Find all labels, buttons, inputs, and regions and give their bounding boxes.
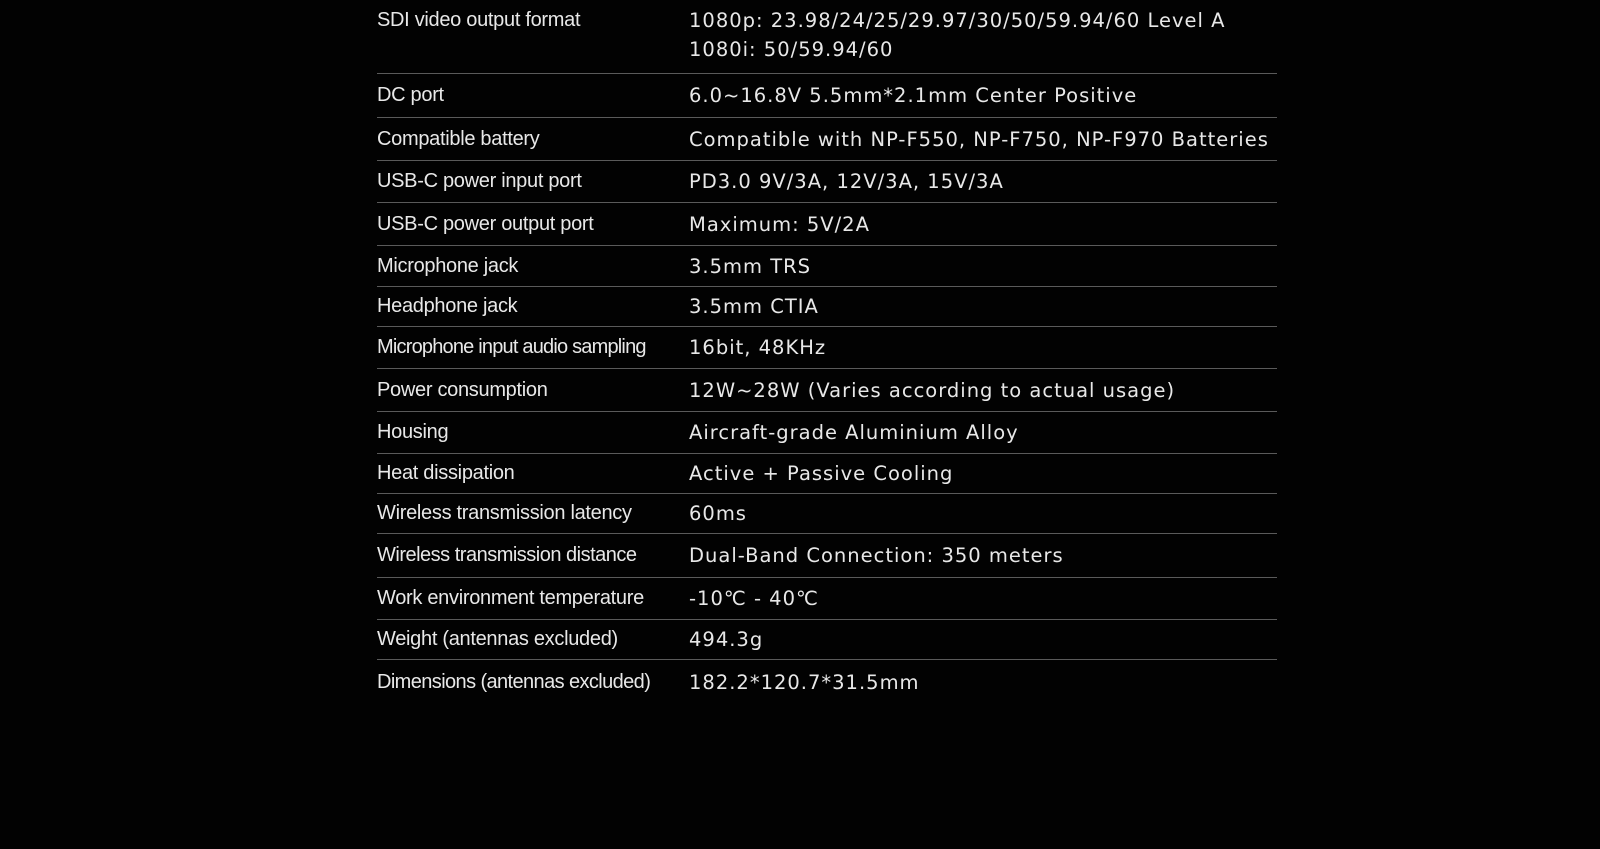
spec-row-mic-sampling xyxy=(377,327,1277,369)
spec-value: 12W~28W (Varies according to actual usage) xyxy=(689,378,1176,402)
spec-label: USB-C power input port xyxy=(377,170,582,192)
spec-label: USB-C power output port xyxy=(377,212,594,235)
spec-value xyxy=(689,6,1277,64)
spec-label: Heat dissipation xyxy=(377,462,515,484)
spec-value: 3.5mm CTIA xyxy=(689,295,819,318)
spec-label: Compatible battery xyxy=(377,127,540,150)
spec-label: Microphone jack xyxy=(377,254,519,277)
spec-value: 16bit, 48KHz xyxy=(689,336,827,359)
spec-value: 182.2*120.7*31.5mm xyxy=(689,670,920,694)
spec-label: Headphone jack xyxy=(377,295,518,317)
spec-label: SDI video output format xyxy=(377,9,581,31)
spec-value: Compatible with NP-F550, NP-F750, NP-F970 Batteries xyxy=(689,127,1269,151)
spec-table xyxy=(377,0,1277,704)
spec-value: 3.5mm TRS xyxy=(689,254,812,278)
spec-label: DC port xyxy=(377,84,444,106)
spec-label: Wireless transmission latency xyxy=(377,502,632,524)
spec-value-line: 1080p: 23.98/24/25/29.97/30/50/59.94/60 Level A xyxy=(689,9,1226,32)
spec-row-usbc-input xyxy=(377,161,1277,203)
spec-row-sdi-output xyxy=(377,0,1277,74)
spec-row-wireless-latency xyxy=(377,494,1277,534)
spec-label: Work environment temperature xyxy=(377,587,644,609)
spec-value: 6.0~16.8V 5.5mm*2.1mm Center Positive xyxy=(689,84,1138,107)
spec-row-dimensions xyxy=(377,660,1277,704)
spec-value: Aircraft-grade Aluminium Alloy xyxy=(689,421,1019,444)
spec-value: -10℃ - 40℃ xyxy=(689,587,819,610)
spec-label: Housing xyxy=(377,421,449,443)
spec-row-heat-dissipation xyxy=(377,454,1277,494)
spec-row-work-temperature xyxy=(377,578,1277,620)
spec-row-usbc-output xyxy=(377,203,1277,246)
spec-value: 60ms xyxy=(689,502,747,525)
spec-value: Dual-Band Connection: 350 meters xyxy=(689,544,1064,567)
spec-row-weight xyxy=(377,620,1277,660)
spec-row-mic-jack xyxy=(377,246,1277,287)
spec-label: Wireless transmission distance xyxy=(377,544,637,566)
spec-value: PD3.0 9V/3A, 12V/3A, 15V/3A xyxy=(689,170,1004,193)
spec-label: Dimensions (antennas excluded) xyxy=(377,670,651,693)
spec-value-line: 1080i: 50/59.94/60 xyxy=(689,38,894,61)
spec-row-wireless-distance xyxy=(377,534,1277,578)
spec-value: 494.3g xyxy=(689,628,764,651)
spec-row-housing xyxy=(377,412,1277,454)
spec-value: Maximum: 5V/2A xyxy=(689,212,870,236)
spec-label: Weight (antennas excluded) xyxy=(377,628,618,650)
spec-label: Microphone input audio sampling xyxy=(377,336,646,358)
spec-row-headphone-jack xyxy=(377,287,1277,327)
spec-row-power-consumption xyxy=(377,369,1277,412)
spec-label: Power consumption xyxy=(377,378,548,401)
spec-value: Active + Passive Cooling xyxy=(689,462,954,485)
spec-row-battery xyxy=(377,118,1277,161)
spec-row-dc-port xyxy=(377,74,1277,118)
